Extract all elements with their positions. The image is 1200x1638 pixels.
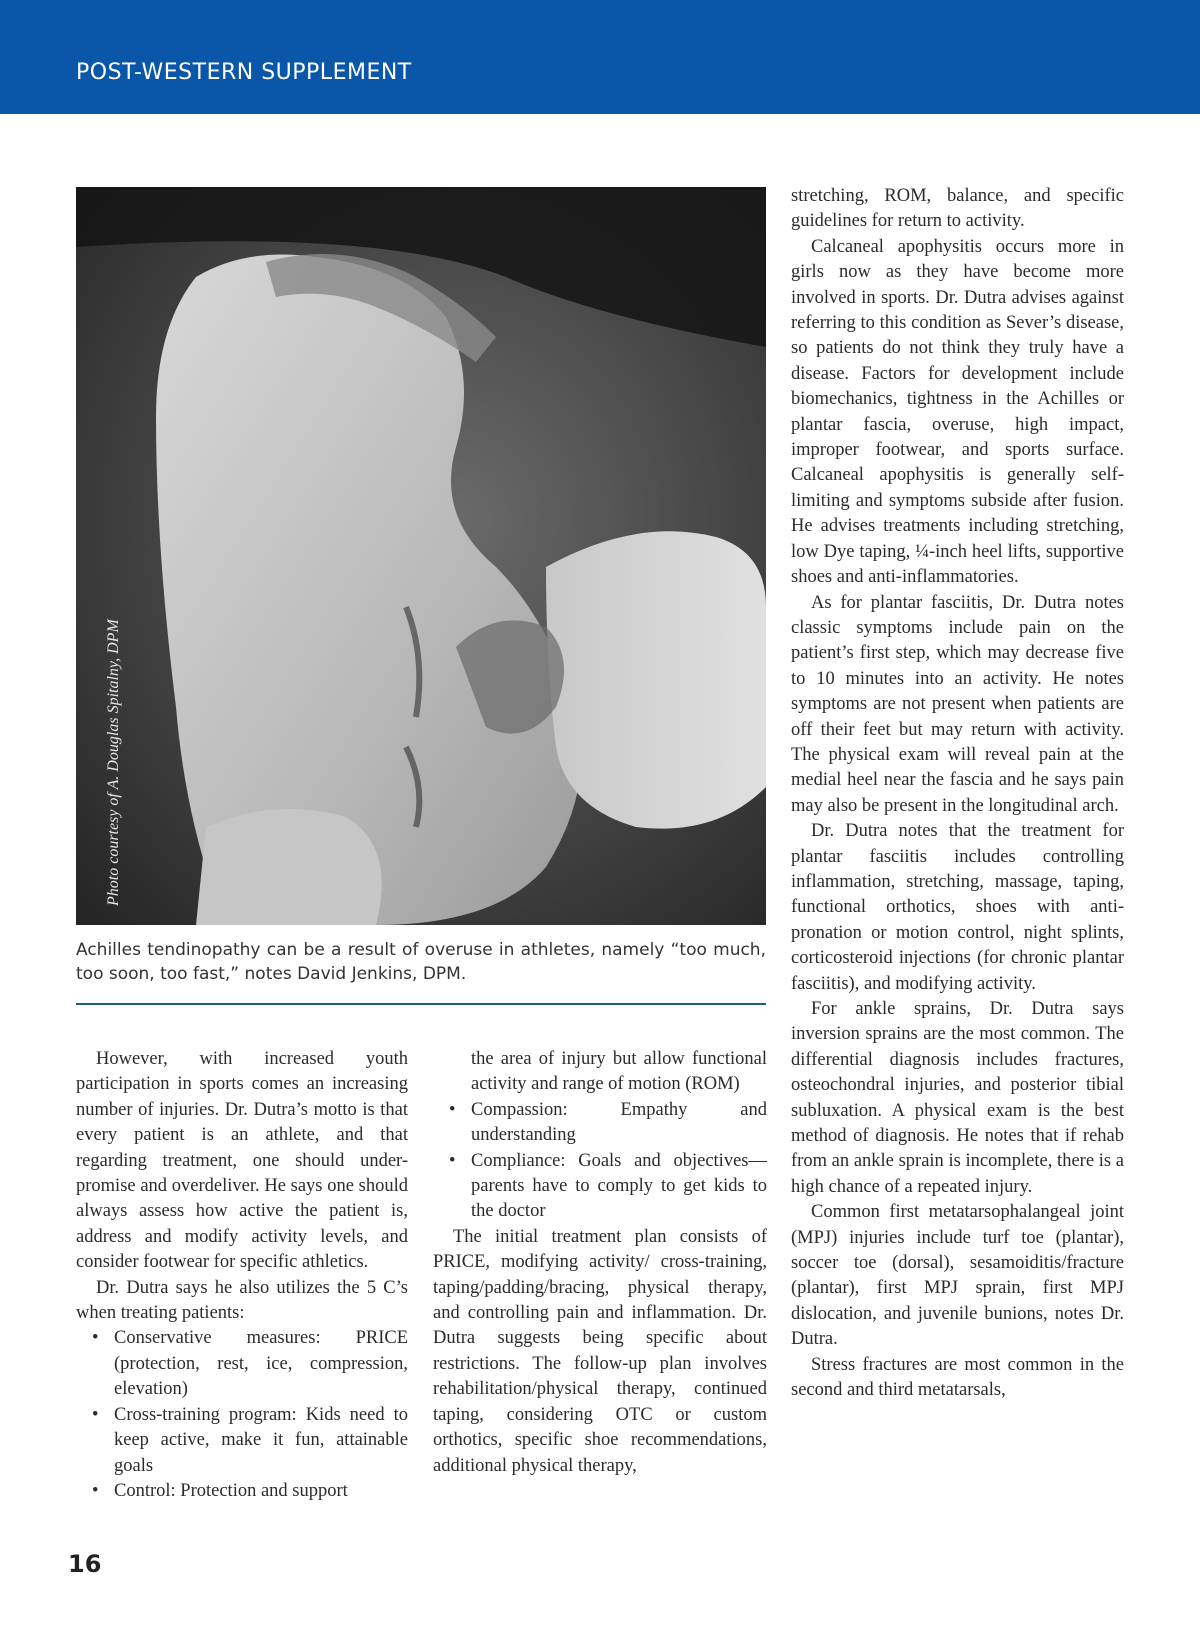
- header-bar: [0, 0, 1200, 114]
- paragraph: The initial treatment plan consists of PRICE, modifying activity/ cross-training, taping/padding/bracing, physical therapy, and controlling pain and inflammation. Dr. Dutra suggests being specific about restrictions. The follow-up plan involves rehabilitation/physical therapy, continued taping, considering OTC or custom orthotics, specific shoe recommendations, additional physical therapy,: [433, 1226, 767, 1476]
- paragraph: However, with increased youth participation in sports comes an increasing number of injuries. Dr. Dutra’s motto is that every patient is an athlete, and that regarding treatment, one should under-promise and overdeliver. He says one should always assess how active the patient is, address and modify activity levels, and consider footwear for specific athletics.: [76, 1049, 408, 1273]
- list-item: • Compassion: Empathy and understanding: [433, 1098, 767, 1149]
- page-number: 16: [68, 1550, 102, 1578]
- paragraph: As for plantar fasciitis, Dr. Dutra notes classic symptoms include pain on the patient’s first step, which may decrease five to 10 minutes into an activity. He notes symptoms are not present when patients are off their feet but may return with activity. The physical exam will reveal pain at the medial heel near the fascia and he says pain may also be present in the longitudinal arch.: [791, 592, 1124, 816]
- paragraph: For ankle sprains, Dr. Dutra says inversion sprains are the most common. The differential diagnosis includes fractures, osteochondral injuries, and posterior tibial subluxation. A physical exam is the best method of diagnosis. He notes that if rehab from an ankle sprain is incomplete, there is a high chance of a repeated injury.: [791, 999, 1124, 1197]
- figure-caption: Achilles tendinopathy can be a result of overuse in athletes, namely “too much, too soon, too fast,” notes David Jenkins, DPM.: [76, 940, 766, 984]
- list-item: • Cross-training program: Kids need to keep active, make it fun, attainable goals: [76, 1403, 408, 1479]
- list-item: • Compliance: Goals and objectives—parents have to comply to get kids to the doctor: [433, 1149, 767, 1225]
- photo-credit: Photo courtesy of A. Douglas Spitalny, DPM: [105, 619, 122, 906]
- xray-photo: [76, 187, 766, 925]
- paragraph: Dr. Dutra notes that the treatment for plantar fasciitis includes controlling inflammation, stretching, massage, taping, functional orthotics, shoes with anti-pronation or motion control, night splints, corticosteroid injections (for chronic plantar fasciitis), and modifying activity.: [791, 821, 1124, 994]
- paragraph: Calcaneal apophysitis occurs more in girls now as they have become more involved in sports. Dr. Dutra advises against referring to this condition as Sever’s disease, so patients do not think they truly have a disease. Factors for development include biomechanics, tightness in the Achilles or plantar fascia, overuse, high impact, improper footwear, and sports surface. Calcaneal apophysitis is generally self-limiting and symptoms subside after fusion. He advises treatments including stretching, low Dye taping, ¼-inch heel lifts, supportive shoes and anti-inflammatories.: [791, 236, 1124, 588]
- text-column-3: [791, 184, 1124, 1404]
- bullet-list: [76, 1326, 408, 1504]
- list-item-continued: the area of injury but allow functional activity and range of motion (ROM): [471, 1049, 767, 1095]
- paragraph: Dr. Dutra says he also utilizes the 5 C’s when treating patients:: [76, 1277, 408, 1324]
- text-column-1: [76, 1047, 408, 1504]
- bullet-list: [433, 1098, 767, 1225]
- section-title: POST-WESTERN SUPPLEMENT: [76, 60, 412, 85]
- paragraph: stretching, ROM, balance, and specific guidelines for return to activity.: [791, 186, 1124, 232]
- list-item: • Control: Protection and support: [76, 1479, 408, 1504]
- text-column-2: [433, 1047, 767, 1479]
- paragraph: Stress fractures are most common in the second and third metatarsals,: [791, 1354, 1124, 1401]
- paragraph: Common first metatarsophalangeal joint (MPJ) injuries include turf toe (plantar), soccer toe (dorsal), sesamoiditis/fracture (plantar), first MPJ sprain, first MPJ dislocation, and juvenile bunions, notes Dr. Dutra.: [791, 1202, 1124, 1350]
- caption-divider: [76, 1003, 766, 1005]
- list-item: • Conservative measures: PRICE (protection, rest, ice, compression, elevation): [76, 1326, 408, 1402]
